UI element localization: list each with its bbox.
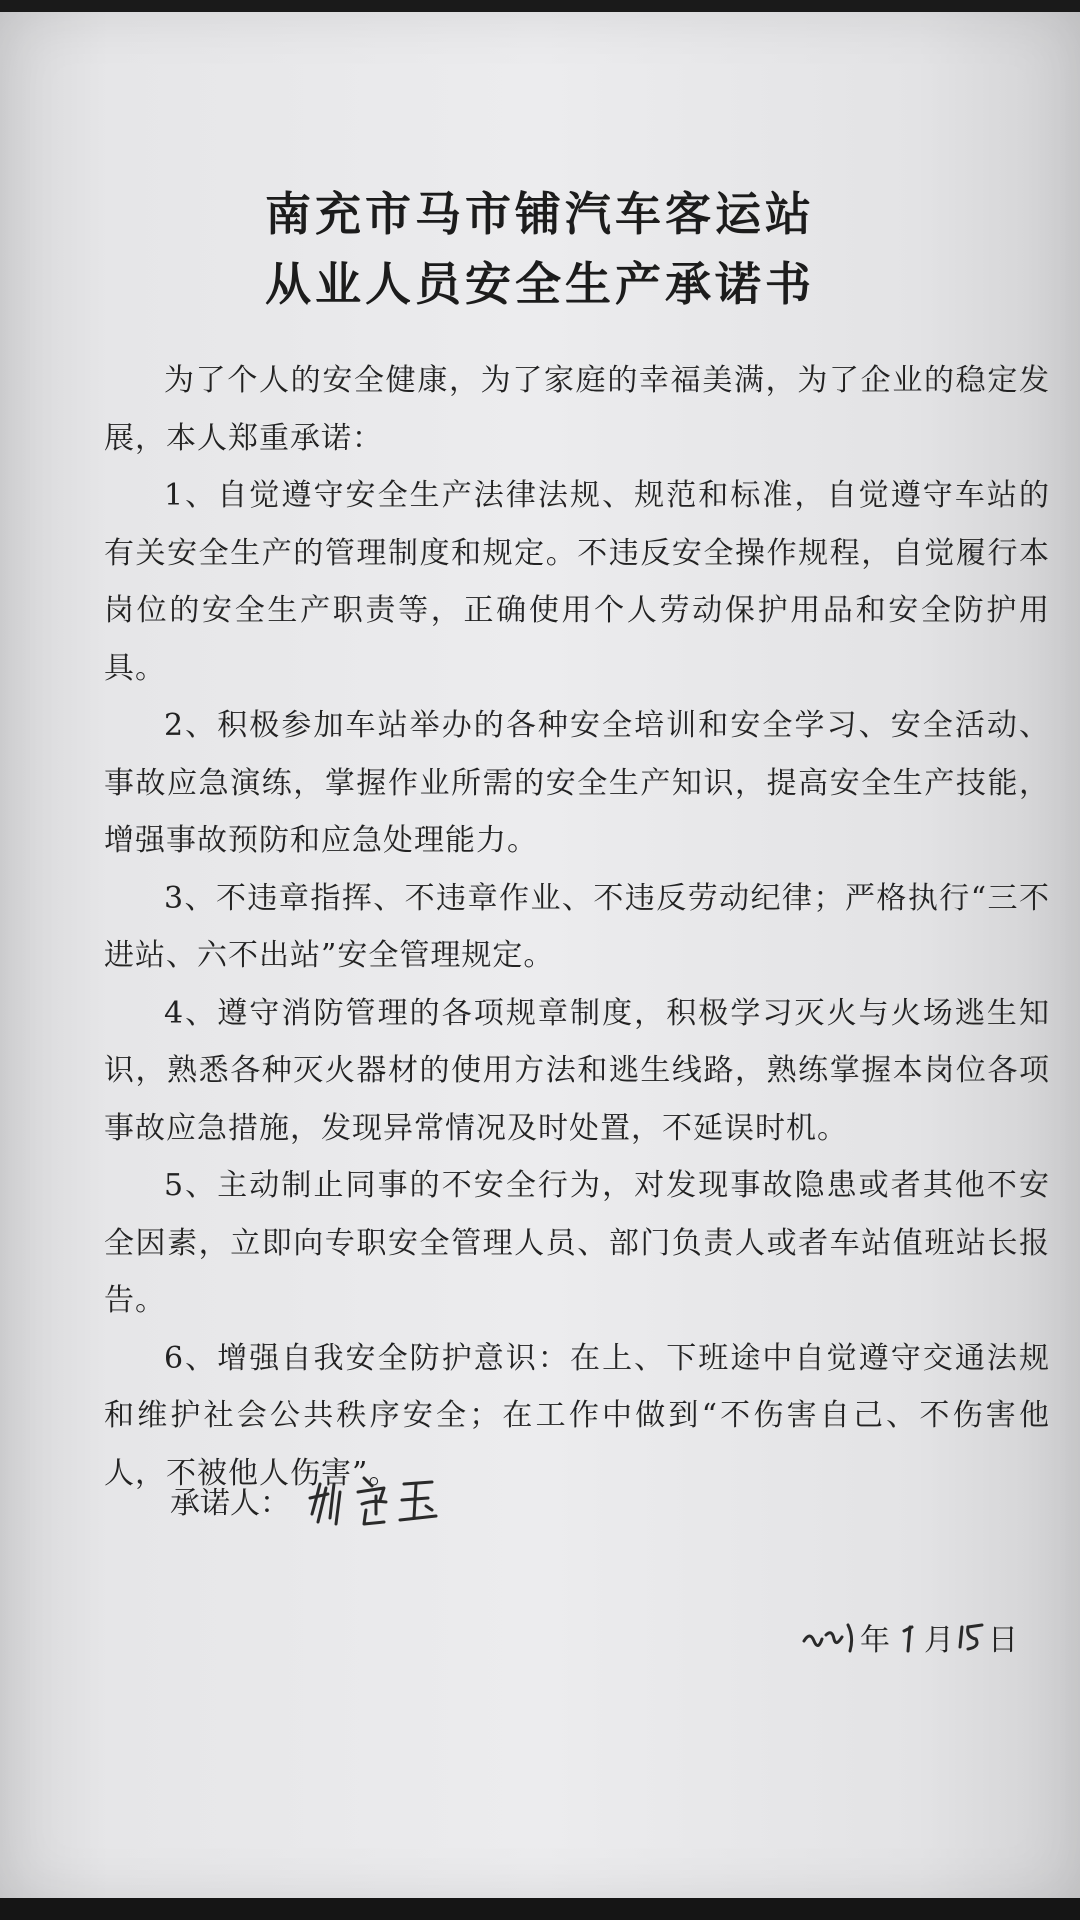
year-unit: 年 — [860, 1623, 890, 1658]
handwritten-day — [954, 1617, 988, 1657]
commitment-item-1: 1、自觉遵守安全生产法律法规、规范和标准，自觉遵守车站的有关安全生产的管理制度和规定。不违反安全操作规程，自觉履行本岗位的安全生产职责等，正确使用个人劳动保护用品和安全防护用具。 — [104, 478, 1050, 686]
document-title-line-1: 南充市马市铺汽车客运站 — [265, 187, 815, 241]
signer-row — [170, 1470, 456, 1530]
intro-paragraph: 为了个人的安全健康，为了家庭的幸福美满，为了企业的稳定发展，本人郑重承诺： — [104, 363, 1050, 456]
commitment-item-5: 5、主动制止同事的不安全行为，对发现事故隐患或者其他不安全因素，立即向专职安全管理人员、部门负责人或者车站值班站长报告。 — [104, 1168, 1050, 1318]
handwritten-month — [890, 1617, 924, 1657]
month-unit: 月 — [924, 1623, 954, 1658]
signer-label: 承诺人： — [170, 1486, 290, 1521]
commitment-item-2: 2、积极参加车站举办的各种安全培训和安全学习、安全活动、事故应急演练，掌握作业所需的安全生产知识，提高安全生产技能，增强事故预防和应急处理能力。 — [104, 708, 1050, 858]
photo-bottom-edge — [0, 1898, 1080, 1920]
document-title-line-2: 从业人员安全生产承诺书 — [265, 257, 815, 311]
day-unit: 日 — [988, 1623, 1018, 1658]
commitment-item-3: 3、不违章指挥、不违章作业、不违反劳动纪律；严格执行“三不进站、六不出站”安全管理规定。 — [104, 880, 1050, 973]
handwritten-signature — [306, 1470, 456, 1530]
commitment-item-6: 6、增强自我安全防护意识：在上、下班途中自觉遵守交通法规和维护社会公共秩序安全；在工作中做到“不伤害自己、不伤害他人，不被他人伤害”。 — [104, 1340, 1050, 1491]
document-body — [104, 352, 1050, 1502]
handwritten-year — [800, 1617, 860, 1657]
commitment-item-4: 4、遵守消防管理的各项规章制度，积极学习灭火与火场逃生知识，熟悉各种灭火器材的使用方法和逃生线路，熟练掌握本岗位各项事故应急措施，发现异常情况及时处置，不延误时机。 — [104, 995, 1050, 1146]
date-row — [800, 1612, 1018, 1662]
